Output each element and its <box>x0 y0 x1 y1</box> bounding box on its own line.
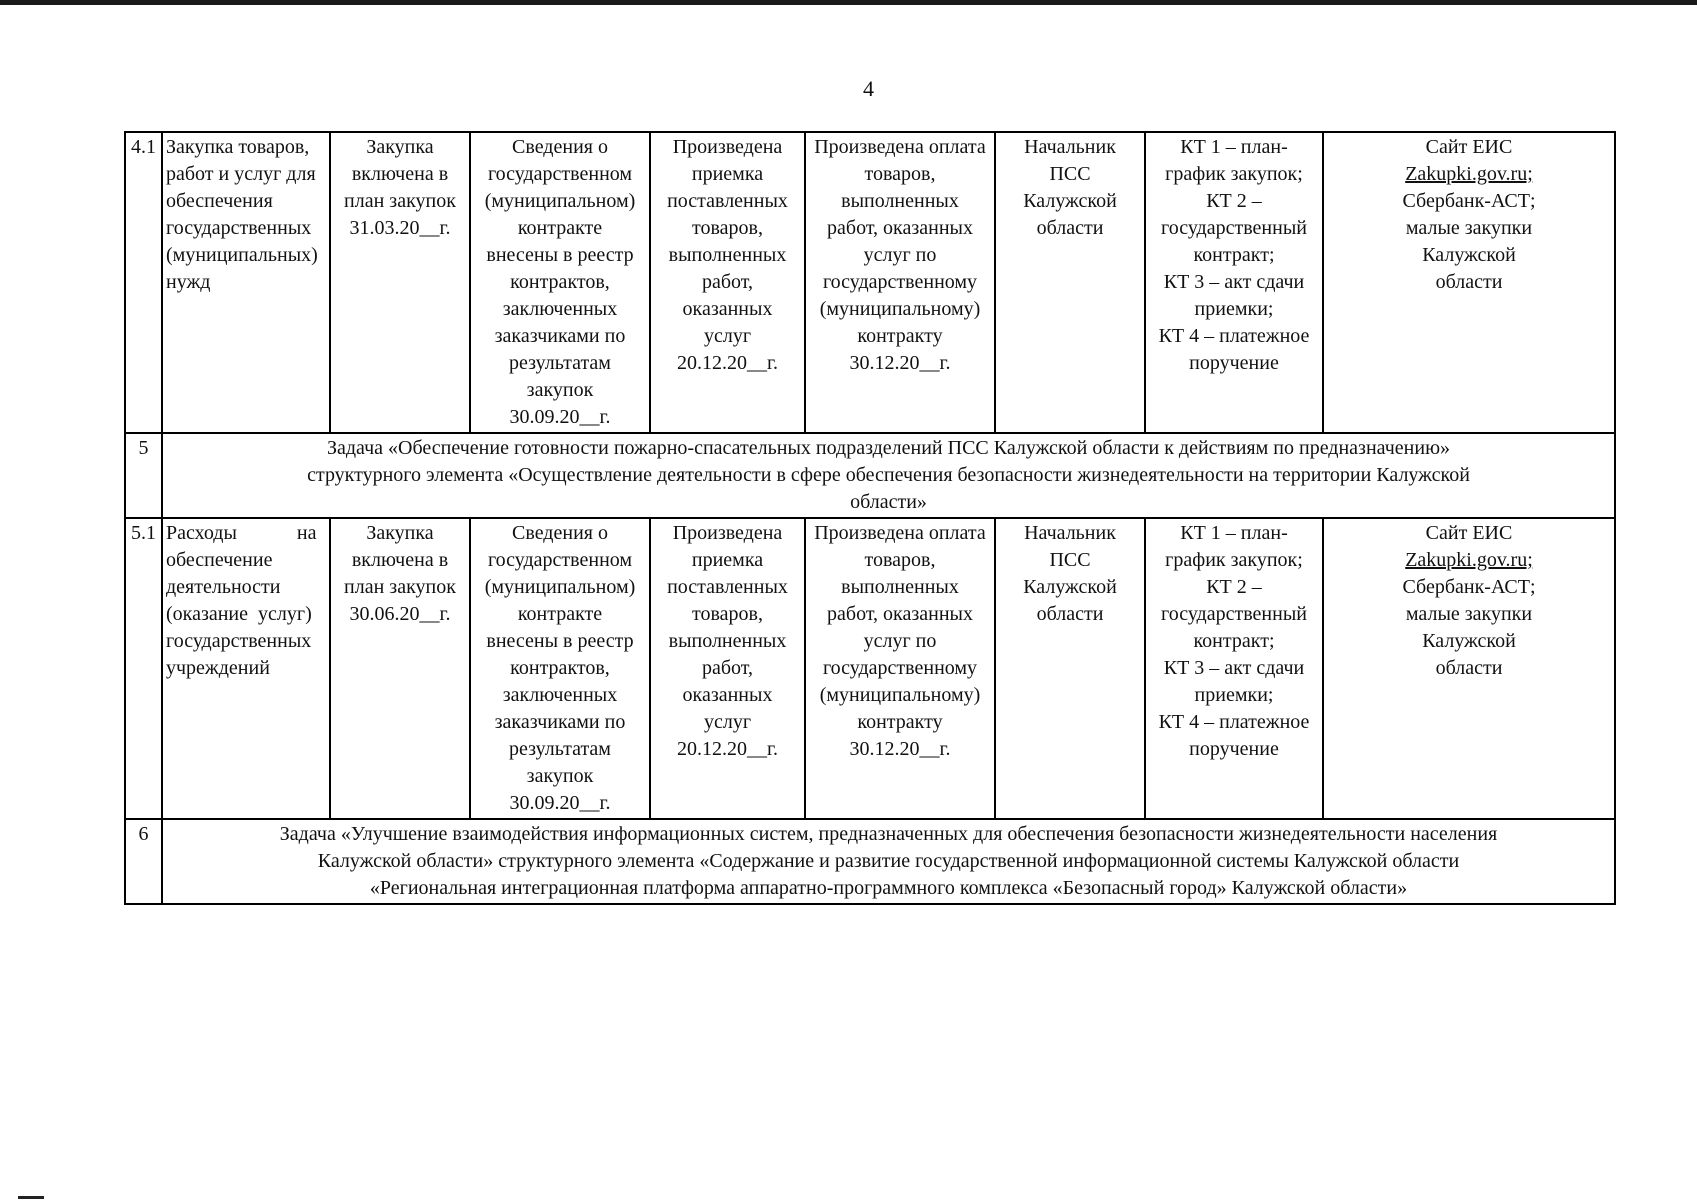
event-cell: Расходы на обеспечение деятельности (оказание услуг) государственных учреждений <box>162 518 330 819</box>
responsible-cell: Начальник ПСС Калужской области <box>995 132 1145 433</box>
table-row-5-task <box>125 433 1615 518</box>
control-point-3-cell: Произведена приемка поставленных товаров, выполненных работ, оказанных услуг 20.12.20__г. <box>650 518 805 819</box>
responsible-cell: Начальник ПСС Калужской области <box>995 518 1145 819</box>
scan-top-border <box>0 0 1697 5</box>
task-heading: Задача «Улучшение взаимодействия информационных систем, предназначенных для обеспечения безопасности жизнедеятельности населения Калужской области» структурного элемента «Содержание и развитие государственной информационной системы Калужской области «Региональная интеграционная платформа аппаратно-программного комплекса «Безопасный город» Калужской области» <box>162 819 1615 904</box>
source-cell: Сайт ЕИС Zakupki.gov.ru; Сбербанк-АСТ; малые закупки Калужской области <box>1323 132 1615 433</box>
task-heading: Задача «Обеспечение готовности пожарно-спасательных подразделений ПСС Калужской области к действиям по предназначению» структурного элемента «Осуществление деятельности в сфере обеспечения безопасности жизнедеятельности на территории Калужской области» <box>162 433 1615 518</box>
event-cell: Закупка товаров, работ и услуг для обеспечения государственных (муниципальных) нужд <box>162 132 330 433</box>
control-point-2-cell: Сведения о государственном (муниципальном) контракте внесены в реестр контрактов, заключенных заказчиками по результатам закупок 30.09.20__г. <box>470 132 650 433</box>
table-row-6-task <box>125 819 1615 904</box>
control-point-4-cell: Произведена оплата товаров, выполненных работ, оказанных услуг по государственному (муниципальному) контракту 30.12.20__г. <box>805 518 995 819</box>
row-number: 6 <box>125 819 162 904</box>
control-point-4-cell: Произведена оплата товаров, выполненных работ, оказанных услуг по государственному (муниципальному) контракту 30.12.20__г. <box>805 132 995 433</box>
control-point-3-cell: Произведена приемка поставленных товаров, выполненных работ, оказанных услуг 20.12.20__г. <box>650 132 805 433</box>
source-cell: Сайт ЕИС Zakupki.gov.ru; Сбербанк-АСТ; малые закупки Калужской области <box>1323 518 1615 819</box>
table-row-5-1 <box>125 518 1615 819</box>
documents-cell: КТ 1 – план- график закупок; КТ 2 – государственный контракт; КТ 3 – акт сдачи приемки; КТ 4 – платежное поручение <box>1145 132 1323 433</box>
row-number: 4.1 <box>125 132 162 433</box>
control-point-1-cell: Закупка включена в план закупок 31.03.20__г. <box>330 132 470 433</box>
control-point-1-cell: Закупка включена в план закупок 30.06.20__г. <box>330 518 470 819</box>
row-number: 5.1 <box>125 518 162 819</box>
row-number: 5 <box>125 433 162 518</box>
page-number: 4 <box>863 76 874 101</box>
control-point-2-cell: Сведения о государственном (муниципальном) контракте внесены в реестр контрактов, заключенных заказчиками по результатам закупок 30.09.20__г. <box>470 518 650 819</box>
scan-edge-mark <box>18 1196 44 1199</box>
control-points-table <box>124 131 1616 905</box>
documents-cell: КТ 1 – план- график закупок; КТ 2 – государственный контракт; КТ 3 – акт сдачи приемки; КТ 4 – платежное поручение <box>1145 518 1323 819</box>
table-row-4-1 <box>125 132 1615 433</box>
